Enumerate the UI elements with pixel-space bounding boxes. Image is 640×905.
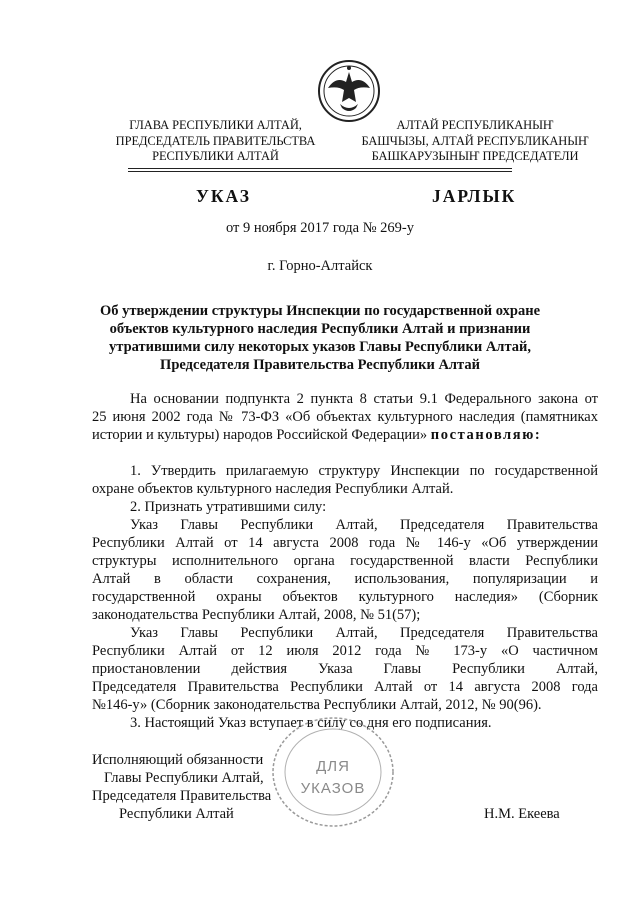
header-left	[108, 118, 323, 165]
preamble-line: На основании подпункта 2 пункта 8 статьи 9.1 Федерального закона от	[130, 391, 598, 407]
item-2: 2. Признать утратившими силу:	[130, 499, 327, 515]
document-title	[90, 302, 550, 374]
header-left-line: РЕСПУБЛИКИ АЛТАЙ	[152, 149, 279, 163]
item-1-line: охране объектов культурного наследия Республики Алтай.	[92, 481, 454, 497]
title-line: утратившими силу некоторых указов Главы Республики Алтай,	[109, 339, 531, 355]
stamp-seal	[268, 713, 398, 831]
item-2a-line: структуры исполнительного органа государственной власти Республики	[92, 553, 598, 569]
header-left-line: ПРЕДСЕДАТЕЛЬ ПРАВИТЕЛЬСТВА	[115, 133, 316, 148]
city: г. Горно-Алтайск	[267, 258, 373, 274]
title-line: объектов культурного наследия Республики Алтай и признании	[109, 321, 531, 337]
header-right	[345, 118, 605, 165]
item-2b-line: №146-у» (Сборник законодательства Республики Алтай, 2012, № 90(96).	[92, 697, 542, 713]
signatory-title: Председателя Правительства	[92, 788, 272, 804]
preamble	[92, 390, 598, 444]
item-2b-line: Указ Главы Республики Алтай, Председателя Правительства	[130, 625, 598, 641]
header-divider	[128, 168, 512, 169]
signatory-name: Н.М. Екеева	[484, 806, 560, 822]
preamble-text: истории и культуры) народов Российской Федерации»	[92, 427, 428, 443]
signatory-title: Республики Алтай	[119, 806, 234, 822]
item-2b-line: Председателя Правительства Республики Алтай от 14 августа 2008 года	[92, 679, 598, 695]
preamble-line	[92, 426, 598, 444]
item-2b-line: Республики Алтай от 12 июля 2012 года № 173-у «О частичном	[92, 643, 598, 659]
header-divider	[128, 171, 512, 172]
item-3: 3. Настоящий Указ вступает в силу со дня его подписания.	[130, 715, 492, 731]
item-2a-line: Республики Алтай от 14 августа 2008 года № 146-у «Об утверждении	[92, 535, 598, 551]
stamp-text: УКАЗОВ	[300, 780, 366, 797]
doc-type-jarlyk: ЈАРЛЫК	[432, 186, 517, 206]
coat-of-arms-icon	[316, 58, 382, 124]
doc-type-ukaz: УКАЗ	[196, 186, 251, 206]
decree-items	[92, 462, 598, 732]
item-2a-line: законодательства Республики Алтай, 2008, № 51(57);	[92, 607, 421, 623]
date-line: от 9 ноября 2017 года № 269-у	[226, 220, 414, 236]
signatory-title: Главы Республики Алтай,	[104, 770, 264, 786]
title-line: Председателя Правительства Республики Алтай	[160, 357, 480, 373]
header-right-line: БАШЧЫЗЫ, АЛТАЙ РЕСПУБЛИКАНЫҤ	[361, 133, 589, 148]
item-2a-line: государственной охраны объектов культурного наследия» (Сборник	[92, 589, 598, 605]
header-right-line: БАШКАРУЗЫНЫҤ ПРЕДСЕДАТЕЛИ	[371, 149, 579, 163]
item-2b-line: приостановлении действия Указа Главы Республики Алтай,	[92, 661, 598, 677]
title-line: Об утверждении структуры Инспекции по государственной охране	[99, 303, 541, 319]
decree-word: постановляю:	[430, 427, 542, 443]
signatory-title: Исполняющий обязанности	[92, 752, 264, 768]
preamble-line: 25 июня 2002 года № 73-ФЗ «Об объектах культурного наследия (памятниках	[92, 409, 598, 425]
header-left-line: ГЛАВА РЕСПУБЛИКИ АЛТАЙ,	[129, 118, 302, 132]
header-right-line: АЛТАЙ РЕСПУБЛИКАНЫҤ	[396, 118, 554, 132]
item-2a-line: Алтай в области сохранения, использования, популяризации и	[92, 571, 598, 587]
item-1-line: 1. Утвердить прилагаемую структуру Инспекции по государственной	[130, 463, 598, 479]
stamp-text: ДЛЯ	[316, 758, 350, 775]
item-2a-line: Указ Главы Республики Алтай, Председателя Правительства	[130, 517, 598, 533]
